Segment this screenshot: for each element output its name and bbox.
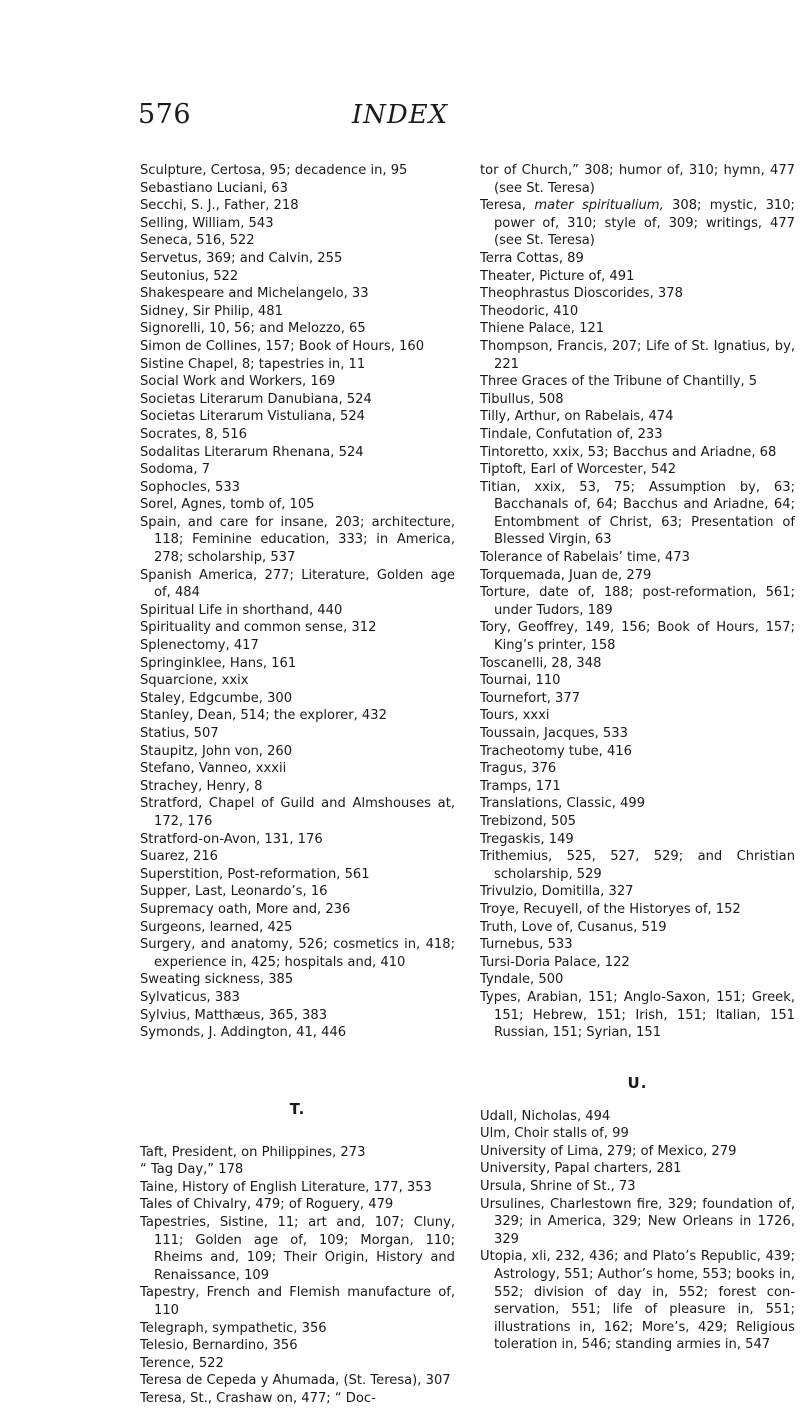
index-entry: Tours, xxxi bbox=[480, 708, 550, 724]
index-entry: Turnebus, 533 bbox=[480, 937, 573, 953]
index-entries-u bbox=[480, 1108, 795, 1354]
index-entry: Tramps, 171 bbox=[480, 778, 561, 794]
index-entry: Tursi-Doria Palace, 122 bbox=[480, 954, 630, 970]
index-entry: Three Graces of the Tribune of Chantilly, 5 bbox=[480, 374, 758, 390]
index-entry: Sweating sickness, 385 bbox=[140, 972, 294, 988]
index-entry: Teresa, St., Crashaw on, 477; “ Doc- bbox=[140, 1391, 376, 1406]
index-entry: Seneca, 516, 522 bbox=[140, 233, 255, 249]
index-entry: “ Tag Day,” 178 bbox=[140, 1162, 244, 1178]
index-entry: Tintoretto, xxix, 53; Bacchus and Ariadne, 68 bbox=[480, 444, 777, 460]
index-entry: University of Lima, 279; of Mexico, 279 bbox=[480, 1143, 737, 1159]
index-entry: Sylvius, Matthæus, 365, 383 bbox=[140, 1007, 328, 1023]
index-entry: Stanley, Dean, 514; the explorer, 432 bbox=[140, 708, 387, 724]
index-entry: Toussain, Jacques, 533 bbox=[480, 726, 628, 741]
index-entry: Tales of Chivalry, 479; of Roguery, 479 bbox=[140, 1197, 394, 1213]
index-entry: Seutonius, 522 bbox=[140, 268, 239, 284]
index-entry: Surgery, and anatomy, 526; cosmetics in, 418; experience in, 425; hospitals and, 410 bbox=[140, 937, 455, 970]
index-entry: Socrates, 8, 516 bbox=[140, 426, 247, 442]
index-entry: Tracheotomy tube, 416 bbox=[480, 743, 632, 759]
index-entry: Tournai, 110 bbox=[480, 673, 561, 689]
index-entry: Spain, and care for insane, 203; architecture, 118; Feminine education, 333; in America, 278; scholarship, 537 bbox=[140, 514, 455, 566]
index-entry: Sebastiano Luciani, 63 bbox=[140, 180, 288, 196]
index-entries-t bbox=[140, 1144, 455, 1408]
page-header bbox=[0, 97, 800, 141]
index-entry: Stratford-on-Avon, 131, 176 bbox=[140, 831, 323, 847]
index-entry: Sidney, Sir Philip, 481 bbox=[140, 303, 283, 319]
index-entry: Thompson, Francis, 207; Life of St. Ignatius, by, 221 bbox=[480, 338, 795, 372]
index-entries-t-continued bbox=[480, 250, 795, 1042]
index-entry: Udall, Nicholas, 494 bbox=[480, 1108, 611, 1124]
index-entry: Tragus, 376 bbox=[480, 761, 557, 777]
index-column-left bbox=[140, 162, 455, 1408]
index-entry: Tilly, Arthur, on Rabelais, 474 bbox=[480, 409, 674, 425]
index-entry: Theodoric, 410 bbox=[480, 303, 579, 319]
index-entry: Tregaskis, 149 bbox=[480, 831, 574, 847]
index-entry: Toscanelli, 28, 348 bbox=[480, 655, 602, 671]
index-entry: Theophrastus Dioscorides, 378 bbox=[480, 286, 683, 302]
index-entry: Servetus, 369; and Calvin, 255 bbox=[140, 250, 343, 266]
index-entry: Springinklee, Hans, 161 bbox=[140, 655, 297, 671]
index-entry: Supremacy oath, More and, 236 bbox=[140, 901, 351, 917]
index-entry: Torquemada, Juan de, 279 bbox=[480, 567, 652, 583]
index-entry: Truth, Love of, Cusanus, 519 bbox=[480, 919, 667, 935]
index-entry: Tiptoft, Earl of Worcester, 542 bbox=[480, 462, 677, 478]
index-entry: Sculpture, Certosa, 95; decadence in, 95 bbox=[140, 163, 408, 178]
index-entry: Tapestries, Sistine, 11; art and, 107; Cluny, 111; Golden age of, 109; Morgan, 110; Rheims and, 109; Their Origin, History and Renaissance, 109 bbox=[140, 1215, 455, 1283]
index-entry: Tory, Geoffrey, 149, 156; Book of Hours, 157; King’s printer, 158 bbox=[480, 620, 795, 654]
index-entry: Tapestry, French and Flemish manufacture of, 110 bbox=[140, 1285, 455, 1319]
index-entry: Spiritual Life in shorthand, 440 bbox=[140, 602, 343, 618]
index-entry: Telesio, Bernardino, 356 bbox=[140, 1338, 298, 1354]
index-entry: Staupitz, John von, 260 bbox=[140, 743, 293, 759]
index-entry: Teresa de Cepeda y Ahumada, (St. Teresa), 307 bbox=[140, 1373, 451, 1389]
index-entry: Torture, date of, 188; post-reformation, 561; under Tudors, 189 bbox=[480, 585, 795, 618]
index-entry: tor of Church,” 308; humor of, 310; hymn, 477 (see St. Teresa) bbox=[480, 163, 795, 196]
index-entry: Stefano, Vanneo, xxxii bbox=[140, 761, 287, 777]
index-entries-continued bbox=[480, 162, 795, 197]
index-entry: Terence, 522 bbox=[140, 1355, 224, 1371]
index-entry: Statius, 507 bbox=[140, 726, 219, 741]
index-entry: Sorel, Agnes, tomb of, 105 bbox=[140, 497, 315, 513]
index-entry: Trebizond, 505 bbox=[480, 813, 576, 829]
index-entry: Tibullus, 508 bbox=[480, 391, 564, 407]
index-entry: Shakespeare and Michelangelo, 33 bbox=[140, 286, 369, 302]
index-entry: Strachey, Henry, 8 bbox=[140, 778, 263, 794]
index-entry: Superstition, Post-reformation, 561 bbox=[140, 866, 370, 882]
index-entry: Translations, Classic, 499 bbox=[480, 796, 646, 812]
index-entry: Societas Literarum Vistuliana, 524 bbox=[140, 409, 365, 425]
index-entry: Ursulines, Charlestown fire, 329; foundation of, 329; in America, 329; New Orleans in 1726, 329 bbox=[480, 1196, 795, 1247]
index-entry: Spanish America, 277; Literature, Golden age of, 484 bbox=[140, 567, 455, 601]
index-entry: Social Work and Workers, 169 bbox=[140, 374, 336, 390]
index-column-right bbox=[480, 162, 795, 1354]
index-entry: Sophocles, 533 bbox=[140, 479, 240, 495]
index-entry: Secchi, S. J., Father, 218 bbox=[140, 198, 299, 214]
section-heading-t: T. bbox=[289, 1099, 306, 1118]
index-entry: Suarez, 216 bbox=[140, 849, 218, 865]
index-entry: Splenectomy, 417 bbox=[140, 638, 259, 654]
index-entry: Trivulzio, Domitilla, 327 bbox=[480, 884, 634, 900]
index-entry: Utopia, xli, 232, 436; and Plato’s Republic, 439; Astrology, 551; Author’s home, 553; books in, 552; division of day in, 552; forest conservation, 551; life of pleasure in, 551; illustrations in, 162; More’s, 429; Religious toleration in, 546; standing armies in, 547 bbox=[480, 1249, 795, 1353]
index-entry: Surgeons, learned, 425 bbox=[140, 919, 293, 935]
index-entry: Simon de Collines, 157; Book of Hours, 160 bbox=[140, 338, 425, 354]
index-entry: Squarcione, xxix bbox=[140, 673, 249, 689]
index-entry: Supper, Last, Leonardo’s, 16 bbox=[140, 884, 328, 900]
index-entry: Teresa, mater spiritualium, 308; mystic, 310; power of, 310; style of, 309; writings, 477 (see St. Teresa) bbox=[480, 198, 795, 249]
index-entry: Tolerance of Rabelais’ time, 473 bbox=[480, 550, 690, 566]
index-entry: Sylvaticus, 383 bbox=[140, 989, 240, 1005]
italic-term: mater spiritualium, bbox=[534, 198, 664, 214]
index-entry: Trithemius, 525, 527, 529; and Christian scholarship, 529 bbox=[480, 849, 795, 882]
index-entry: Staley, Edgcumbe, 300 bbox=[140, 690, 293, 706]
index-entry: Symonds, J. Addington, 41, 446 bbox=[140, 1025, 347, 1041]
index-entry: Thiene Palace, 121 bbox=[480, 321, 605, 337]
index-entry: Taine, History of English Literature, 177, 353 bbox=[140, 1179, 432, 1195]
index-entry: Sodoma, 7 bbox=[140, 462, 211, 478]
index-entry: University, Papal charters, 281 bbox=[480, 1161, 682, 1177]
index-entry: Ursula, Shrine of St., 73 bbox=[480, 1179, 636, 1195]
index-entry: Titian, xxix, 53, 75; Assumption by, 63; Bacchanals of, 64; Bacchus and Ariadne, 64; Entombment of Christ, 63; Presentation of Blessed Virgin, 63 bbox=[480, 479, 795, 548]
index-entry: Spirituality and common sense, 312 bbox=[140, 620, 377, 636]
index-entry: Signorelli, 10, 56; and Melozzo, 65 bbox=[140, 321, 366, 337]
index-entries-s bbox=[140, 162, 455, 1042]
index-entry: Troye, Recuyell, of the Historyes of, 152 bbox=[480, 901, 741, 917]
index-entry: Tyndale, 500 bbox=[480, 972, 564, 988]
running-head: INDEX bbox=[351, 100, 449, 130]
index-entry: Terra Cottas, 89 bbox=[480, 250, 584, 266]
index-entry: Theater, Picture of, 491 bbox=[480, 268, 635, 284]
index-entry: Sistine Chapel, 8; tapestries in, 11 bbox=[140, 356, 366, 372]
index-entry: Societas Literarum Danubiana, 524 bbox=[140, 391, 372, 407]
page-number: 576 bbox=[138, 99, 192, 130]
index-entry: Stratford, Chapel of Guild and Almshouses at, 172, 176 bbox=[140, 796, 455, 829]
index-entry: Types, Arabian, 151; Anglo-Saxon, 151; Greek, 151; Hebrew, 151; Irish, 151; Italian, 151 Russian, 151; Syrian, 151 bbox=[480, 989, 795, 1041]
index-entry: Sodalitas Literarum Rhenana, 524 bbox=[140, 444, 364, 460]
section-heading-u: U. bbox=[627, 1073, 648, 1092]
index-entry: Ulm, Choir stalls of, 99 bbox=[480, 1126, 629, 1142]
index-entry: Tournefort, 377 bbox=[480, 690, 581, 706]
index-entry: Selling, William, 543 bbox=[140, 215, 274, 231]
index-entry: Taft, President, on Philippines, 273 bbox=[140, 1144, 366, 1160]
index-entry: Telegraph, sympathetic, 356 bbox=[140, 1320, 327, 1336]
index-entry: Tindale, Confutation of, 233 bbox=[480, 426, 663, 442]
